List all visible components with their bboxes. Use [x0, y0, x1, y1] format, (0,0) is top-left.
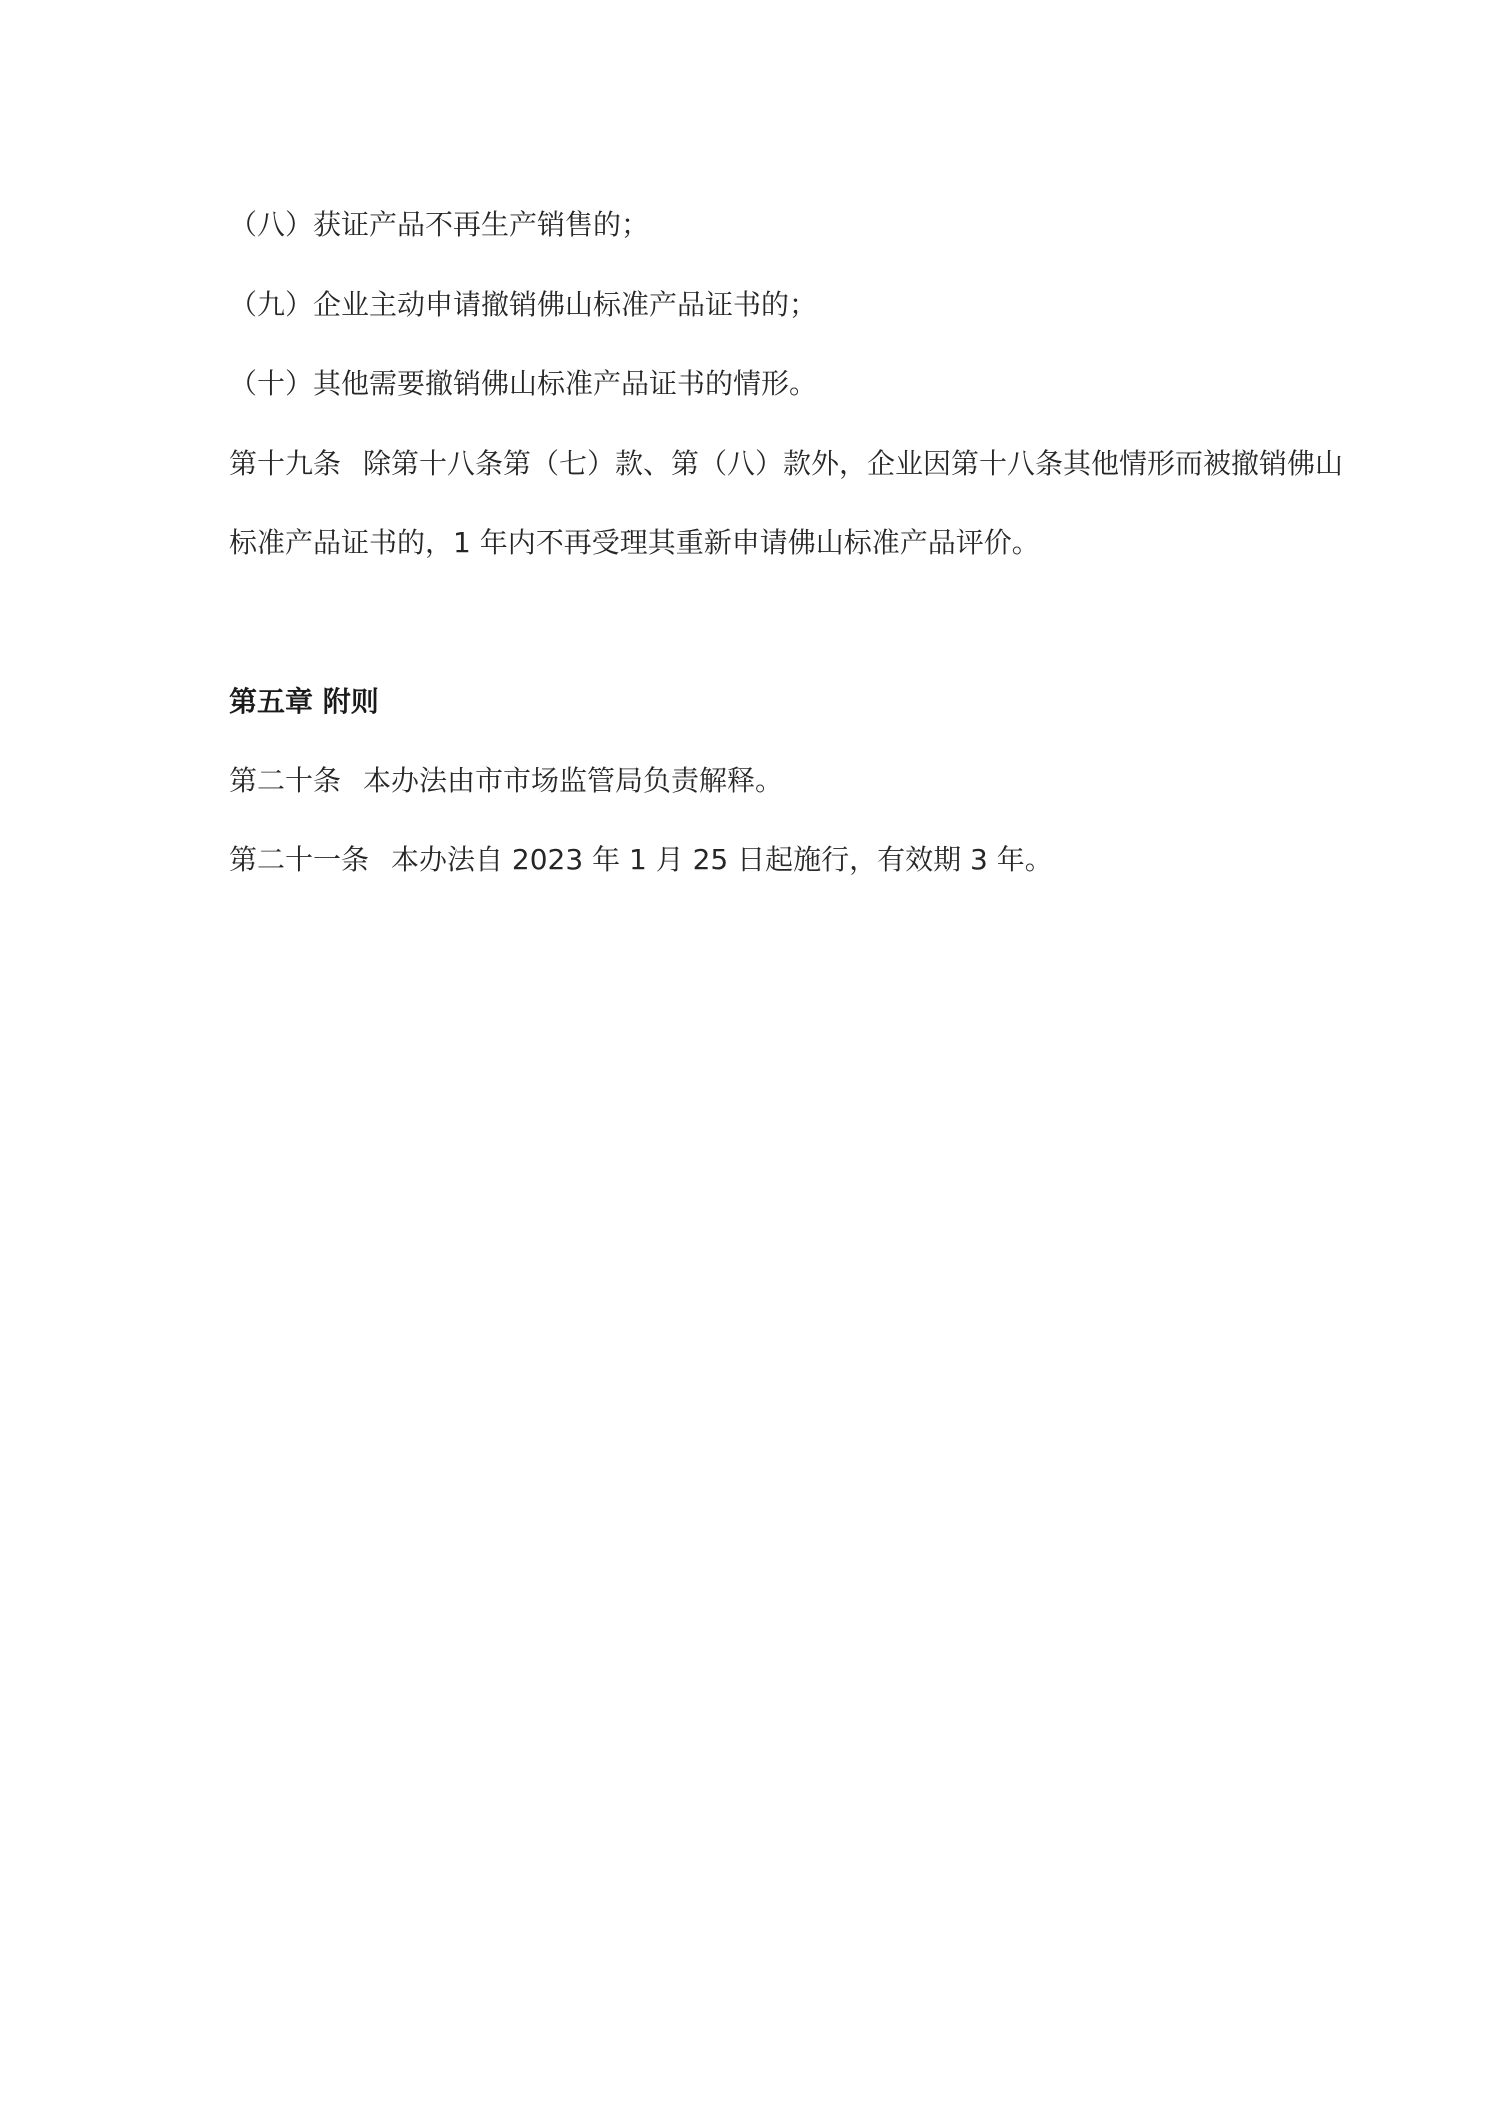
article-text: 本办法自 2023 年 1 月 25 日起施行，有效期 3 年。 [391, 843, 1053, 876]
item-text: （八）获证产品不再生产销售的； [229, 208, 650, 241]
chapter-title: 第五章 附则 [229, 685, 379, 718]
article-20 [229, 761, 783, 801]
item-text: （九）企业主动申请撤销佛山标准产品证书的； [229, 288, 818, 321]
article-text: 标准产品证书的，1 年内不再受理其重新申请佛山标准产品评价。 [229, 526, 1040, 559]
item-text: （十）其他需要撤销佛山标准产品证书的情形。 [229, 367, 818, 400]
article-text: 本办法由市市场监管局负责解释。 [363, 764, 784, 797]
chapter-heading [229, 682, 379, 722]
article-21 [229, 840, 1053, 880]
article-19 [229, 444, 1343, 484]
article-text: 除第十八条第（七）款、第（八）款外，企业因第十八条其他情形而被撤销佛山 [363, 447, 1344, 480]
article-number: 第十九条 [229, 447, 342, 480]
article-19-continued [229, 523, 1040, 563]
article-number: 第二十一条 [229, 843, 370, 876]
list-item [229, 205, 649, 245]
list-item [229, 285, 817, 325]
article-number: 第二十条 [229, 764, 342, 797]
list-item [229, 364, 817, 404]
